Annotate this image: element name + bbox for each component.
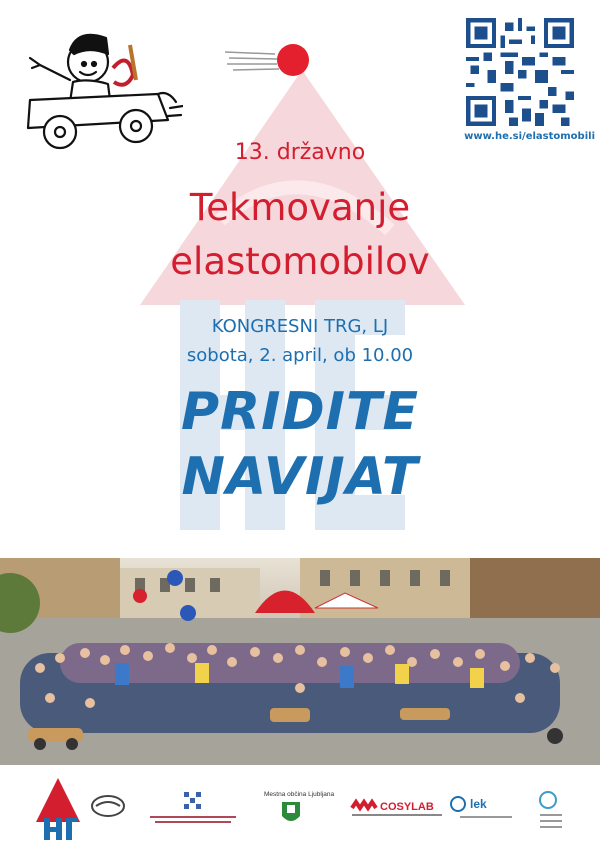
municipality-label: Mestna občina Ljubljana [264, 791, 335, 798]
event-location: KONGRESNI TRG, LJ [211, 316, 389, 337]
svg-text:lek: lek [470, 797, 487, 811]
title-line-2: elastomobilov [170, 240, 430, 283]
website-url[interactable]: www.he.si/elastomobili [464, 131, 595, 142]
call-to-action-line-1: PRIDITE [180, 382, 419, 442]
qr-code[interactable] [466, 18, 574, 126]
title-line-1: Tekmovanje [189, 186, 411, 229]
cartoon-car-illustration [18, 20, 183, 155]
red-ball-graphic [225, 40, 310, 80]
lek-logo [451, 797, 512, 818]
sponsor-logos-strip [0, 770, 600, 848]
cosylab-logo [352, 801, 442, 816]
ljubljana-crest-logo [282, 802, 300, 821]
s-badge-logo [540, 792, 562, 828]
group-photo [0, 558, 600, 765]
event-datetime: sobota, 2. april, ob 10.00 [186, 345, 414, 366]
he-logo [36, 778, 80, 840]
edition-label: 13. državno [234, 140, 366, 165]
agency-logo [150, 792, 236, 823]
call-to-action-line-2: NAVIJAT [181, 447, 419, 507]
svg-text:COSYLAB: COSYLAB [380, 801, 434, 813]
handshake-logo [92, 796, 124, 816]
